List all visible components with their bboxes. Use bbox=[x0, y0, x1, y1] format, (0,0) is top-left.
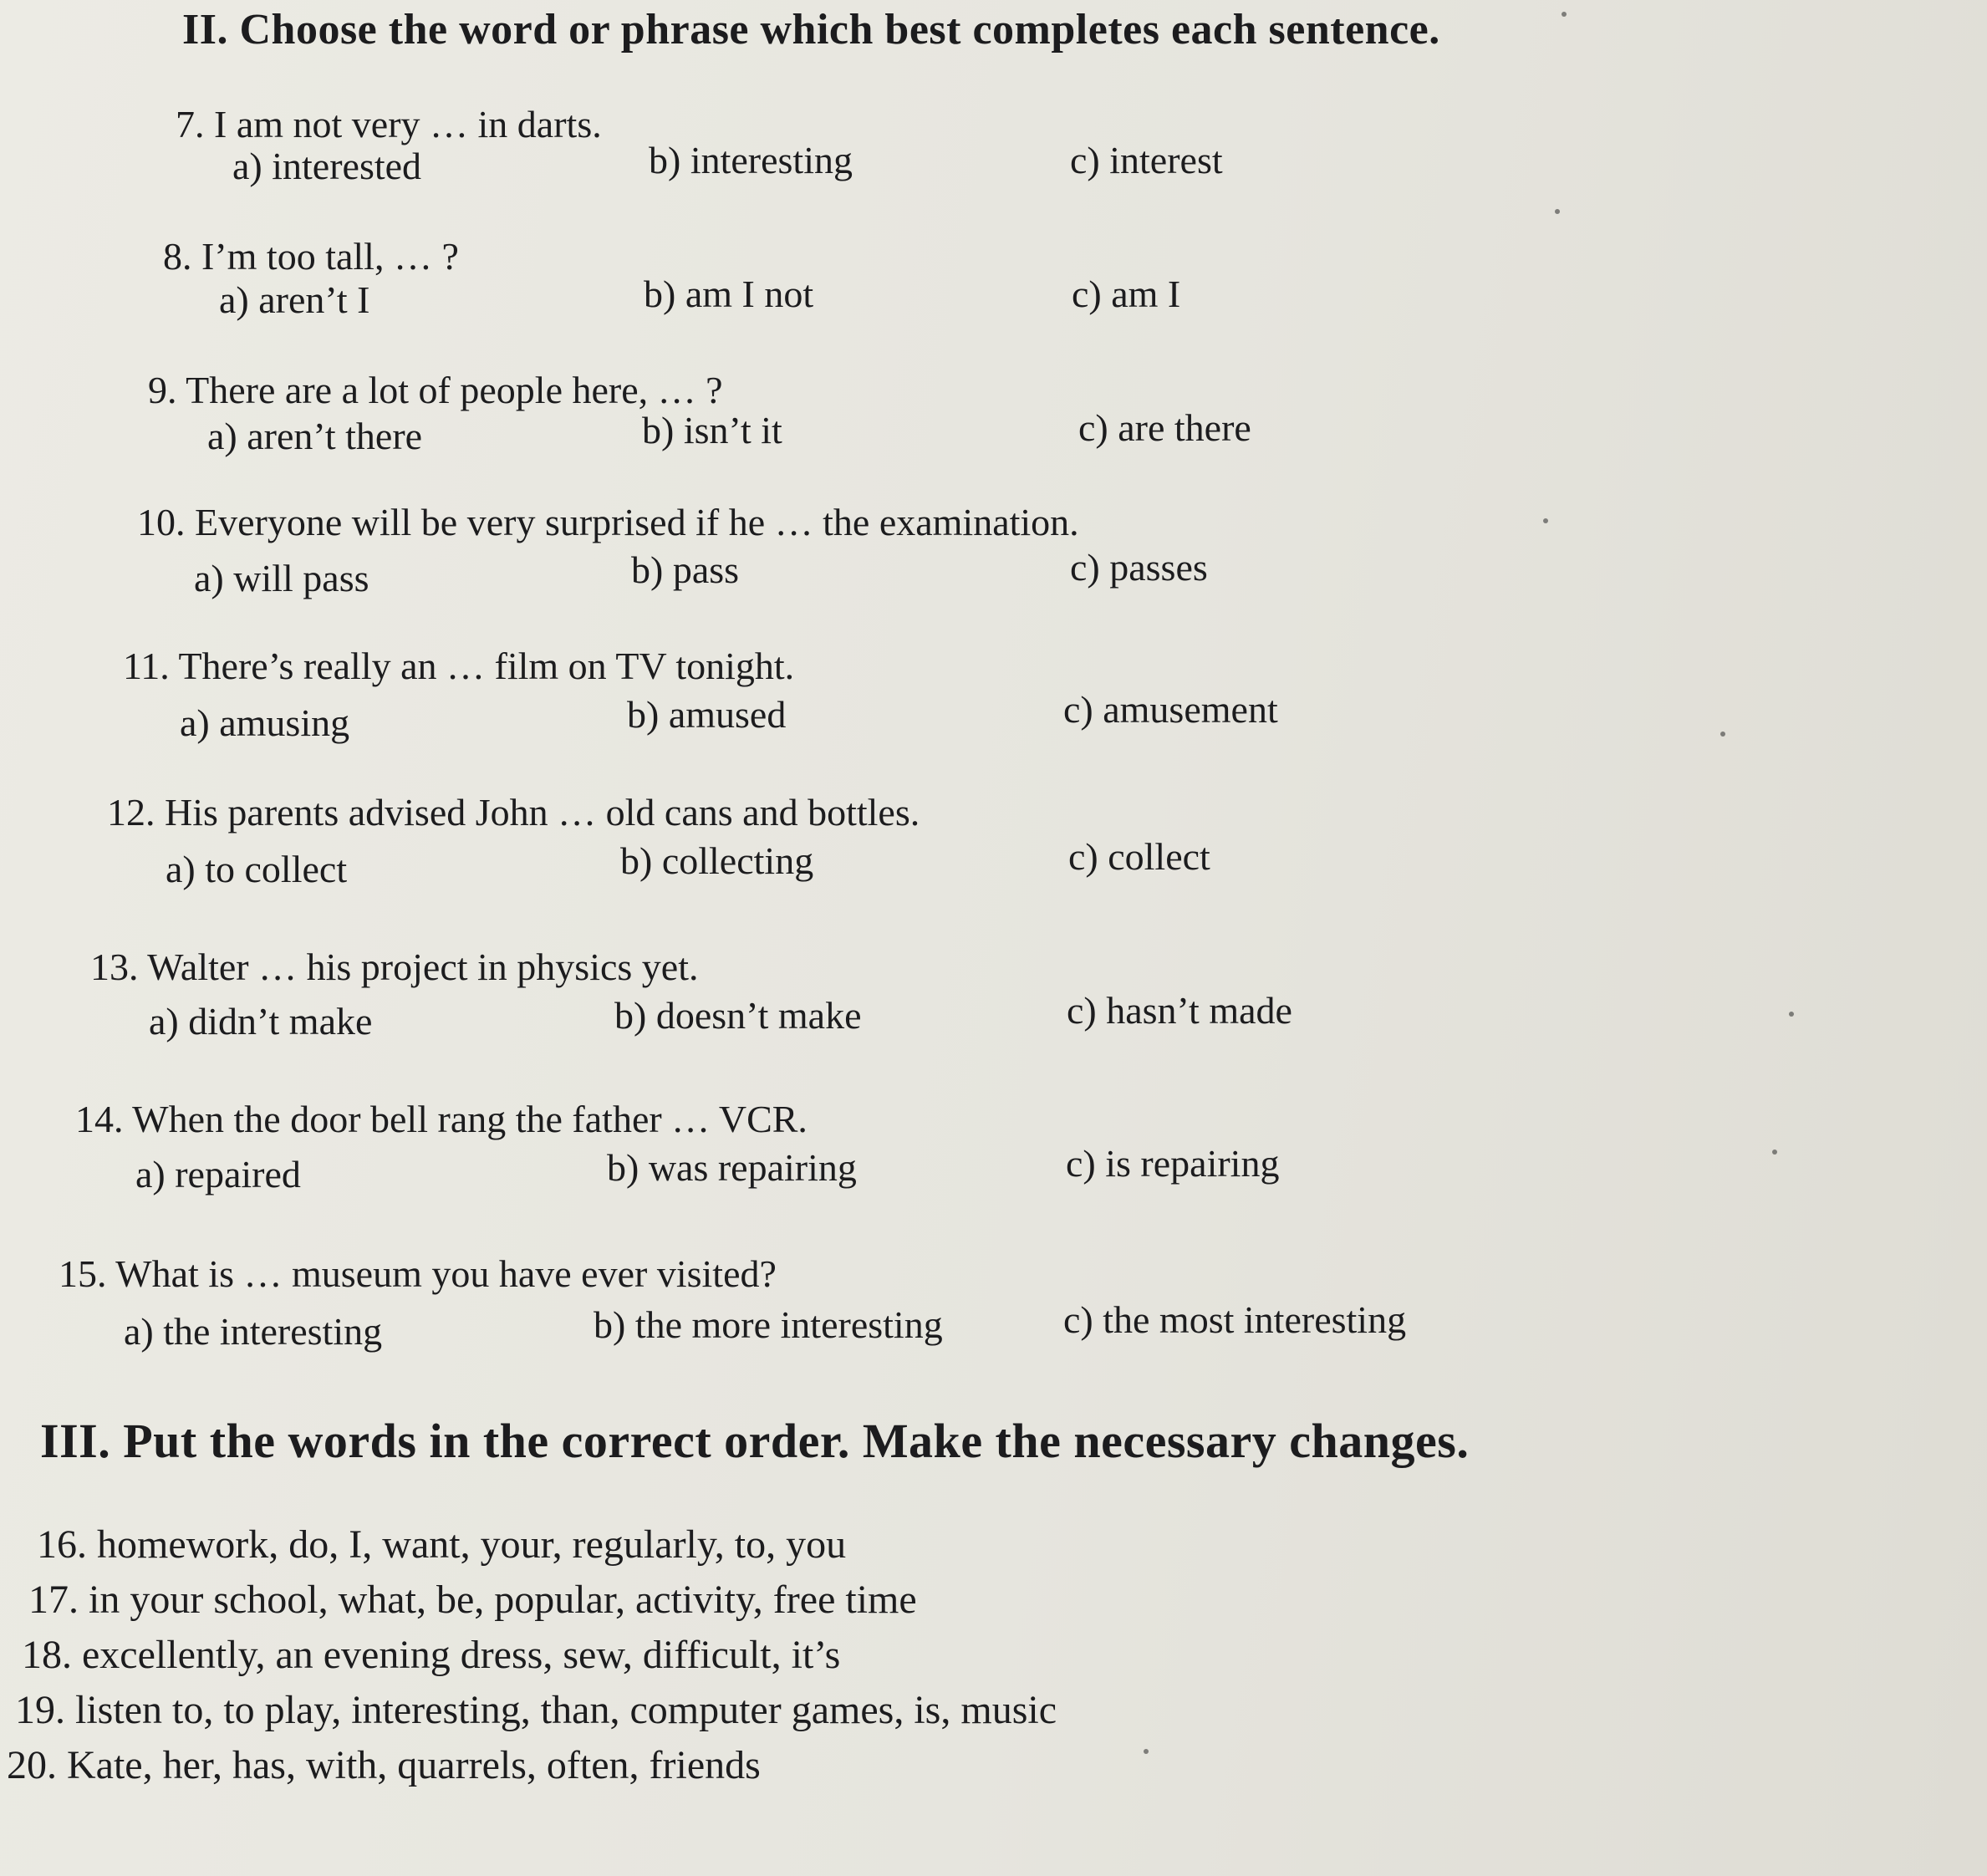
paper-speck bbox=[1789, 1012, 1794, 1017]
question-13: 13. Walter … his project in physics yet. bbox=[90, 946, 699, 988]
question-8-option-b: b) am I not bbox=[644, 273, 814, 315]
question-14-option-b: b) was repairing bbox=[607, 1146, 857, 1189]
question-15-option-a: a) the interesting bbox=[124, 1310, 383, 1353]
section-3-heading: III. Put the words in the correct order. Make the necessary changes. bbox=[40, 1414, 1470, 1468]
paper-speck bbox=[1562, 12, 1567, 17]
question-7-option-a: a) interested bbox=[232, 145, 422, 187]
paper-speck bbox=[1555, 209, 1560, 214]
question-14-option-c: c) is repairing bbox=[1066, 1142, 1280, 1185]
section-2-heading: II. Choose the word or phrase which best completes each sentence. bbox=[182, 6, 1440, 54]
question-9-option-a: a) aren’t there bbox=[207, 415, 423, 457]
paper-speck bbox=[1772, 1150, 1777, 1155]
question-9: 9. There are a lot of people here, … ? bbox=[148, 369, 723, 411]
question-12-option-c: c) collect bbox=[1068, 835, 1210, 878]
question-10-option-b: b) pass bbox=[631, 548, 740, 591]
question-11-option-b: b) amused bbox=[627, 693, 787, 736]
paper-speck bbox=[1543, 518, 1548, 523]
paper-speck bbox=[1720, 732, 1725, 737]
question-7-option-c: c) interest bbox=[1070, 139, 1223, 181]
question-14: 14. When the door bell rang the father … VCR. bbox=[75, 1098, 808, 1140]
question-13-option-b: b) doesn’t make bbox=[614, 994, 862, 1037]
question-10-option-a: a) will pass bbox=[194, 557, 369, 599]
question-12: 12. His parents advised John … old cans and bottles. bbox=[107, 791, 920, 833]
question-10: 10. Everyone will be very surprised if he … the examination. bbox=[137, 501, 1079, 543]
question-8-option-a: a) aren’t I bbox=[219, 278, 370, 321]
order-item-19: 19. listen to, to play, interesting, than, computer games, is, music bbox=[15, 1688, 1057, 1732]
question-12-option-a: a) to collect bbox=[166, 848, 348, 890]
question-9-option-b: b) isn’t it bbox=[642, 409, 782, 451]
question-13-option-c: c) hasn’t made bbox=[1067, 989, 1292, 1032]
question-15-option-b: b) the more interesting bbox=[594, 1303, 943, 1346]
question-10-option-c: c) passes bbox=[1070, 546, 1208, 589]
question-9-option-c: c) are there bbox=[1078, 406, 1251, 449]
question-12-option-b: b) collecting bbox=[620, 839, 814, 882]
order-item-16: 16. homework, do, I, want, your, regularly, to, you bbox=[37, 1522, 847, 1567]
order-item-17: 17. in your school, what, be, popular, activity, free time bbox=[28, 1578, 917, 1622]
question-13-option-a: a) didn’t make bbox=[149, 1000, 373, 1043]
question-7: 7. I am not very … in darts. bbox=[176, 103, 602, 145]
question-8-option-c: c) am I bbox=[1072, 273, 1181, 315]
question-11-option-a: a) amusing bbox=[180, 701, 350, 744]
question-15-option-c: c) the most interesting bbox=[1063, 1298, 1407, 1341]
question-7-option-b: b) interesting bbox=[649, 139, 853, 181]
paper-speck bbox=[1144, 1749, 1149, 1754]
question-14-option-a: a) repaired bbox=[135, 1153, 301, 1195]
question-11-option-c: c) amusement bbox=[1063, 688, 1278, 731]
order-item-20: 20. Kate, her, has, with, quarrels, often, friends bbox=[7, 1743, 761, 1787]
question-8: 8. I’m too tall, … ? bbox=[163, 235, 459, 278]
question-11: 11. There’s really an … film on TV tonight. bbox=[123, 645, 795, 687]
order-item-18: 18. excellently, an evening dress, sew, difficult, it’s bbox=[22, 1633, 841, 1677]
question-15: 15. What is … museum you have ever visited? bbox=[59, 1252, 777, 1295]
